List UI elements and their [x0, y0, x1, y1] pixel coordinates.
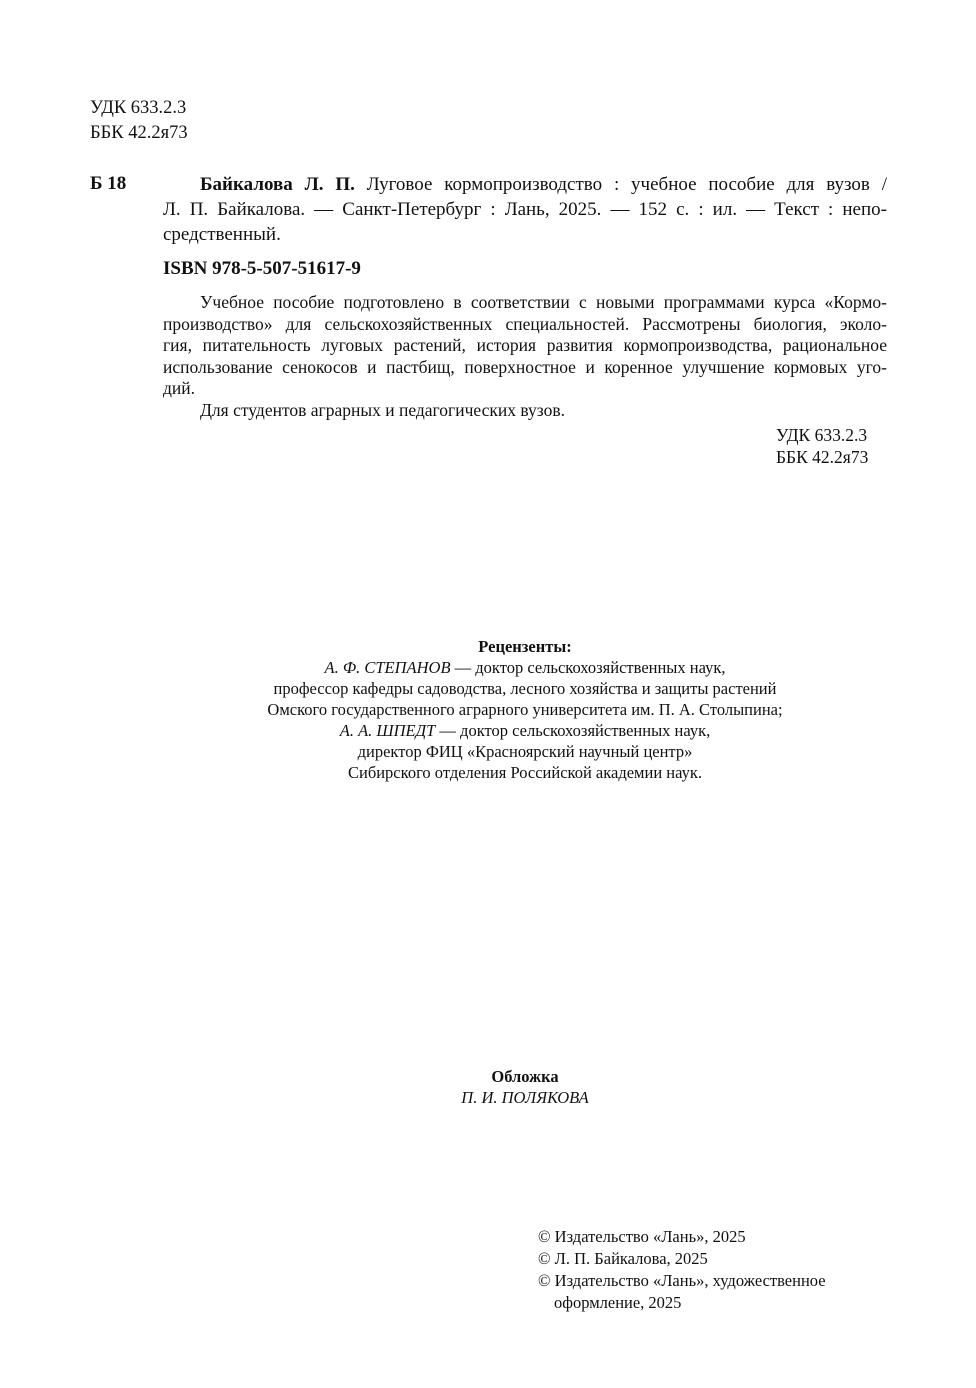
classification-block-bottom: [776, 424, 868, 468]
udk-code: УДК 633.2.3: [90, 98, 187, 118]
classification-block-top: [90, 96, 188, 146]
annotation-audience: Для студентов аграрных и педагогических вузов.: [200, 399, 565, 420]
reviewer-1-line-1: [200, 657, 850, 678]
annotation-line: дий.: [163, 378, 196, 398]
cover-designer: П. И. ПОЛЯКОВА: [461, 1088, 589, 1107]
annotation-line: использование сенокосов и пастбищ, поверхностное и коренное улучшение кормовых уго-: [163, 356, 887, 377]
reviewer-1-line-3: Омского государственного аграрного университета им. П. А. Столыпина;: [267, 700, 783, 719]
reviewer-2-name: А. А. ШПЕДТ: [339, 721, 436, 740]
bibliographic-record: [163, 172, 887, 247]
reviewer-2-degree: — доктор сельскохозяйственных наук,: [435, 721, 711, 740]
author-heading: Байкалова Л. П.: [200, 174, 355, 195]
copyright-line: © Л. П. Байкалова, 2025: [538, 1249, 708, 1268]
biblio-line-2: Л. П. Байкалова. — Санкт-Петербург : Лань, 2025. — 152 с. : ил. — Текст : непо-: [163, 199, 887, 220]
udk-code: УДК 633.2.3: [776, 425, 868, 445]
reviewer-1-line-2: профессор кафедры садоводства, лесного хозяйства и защиты растений: [273, 679, 777, 698]
cover-credit: [300, 1066, 750, 1108]
annotation-line: Учебное пособие подготовлено в соответствии с новыми программами курса «Кормо-: [200, 292, 887, 312]
biblio-line-1: [163, 172, 887, 197]
reviewers-heading: Рецензенты:: [478, 637, 572, 656]
reviewer-2-line-1: [200, 720, 850, 741]
annotation: [163, 292, 887, 421]
copyright-line: оформление, 2025: [554, 1293, 682, 1312]
reviewer-1-degree: — доктор сельскохозяйственных наук,: [450, 658, 726, 677]
title-statement: Луговое кормопроизводство : учебное пособие для вузов /: [366, 174, 888, 195]
copyright-block: [538, 1226, 826, 1314]
reviewer-2-line-2: директор ФИЦ «Красноярский научный центр»: [357, 742, 693, 761]
reviewers-block: [200, 636, 850, 783]
bbk-code: ББК 42.2я73: [776, 447, 869, 467]
reviewer-1-name: А. Ф. СТЕПАНОВ: [324, 658, 451, 677]
annotation-line: производство» для сельскохозяйственных специальностей. Рассмотрены биология, эколо-: [163, 313, 887, 334]
annotation-line: гия, питательность луговых растений, история развития кормопроизводства, рациональное: [163, 335, 887, 355]
bbk-code: ББК 42.2я73: [90, 123, 188, 143]
biblio-line-3: средственный.: [163, 224, 281, 245]
copyright-line: © Издательство «Лань», 2025: [538, 1227, 746, 1246]
cutter-mark: Б 18: [90, 173, 127, 194]
copyright-line: © Издательство «Лань», художественное: [538, 1271, 826, 1290]
isbn: ISBN 978-5-507-51617-9: [163, 258, 361, 279]
reviewer-2-line-3: Сибирского отделения Российской академии наук.: [348, 763, 702, 782]
cover-heading: Обложка: [491, 1067, 559, 1086]
